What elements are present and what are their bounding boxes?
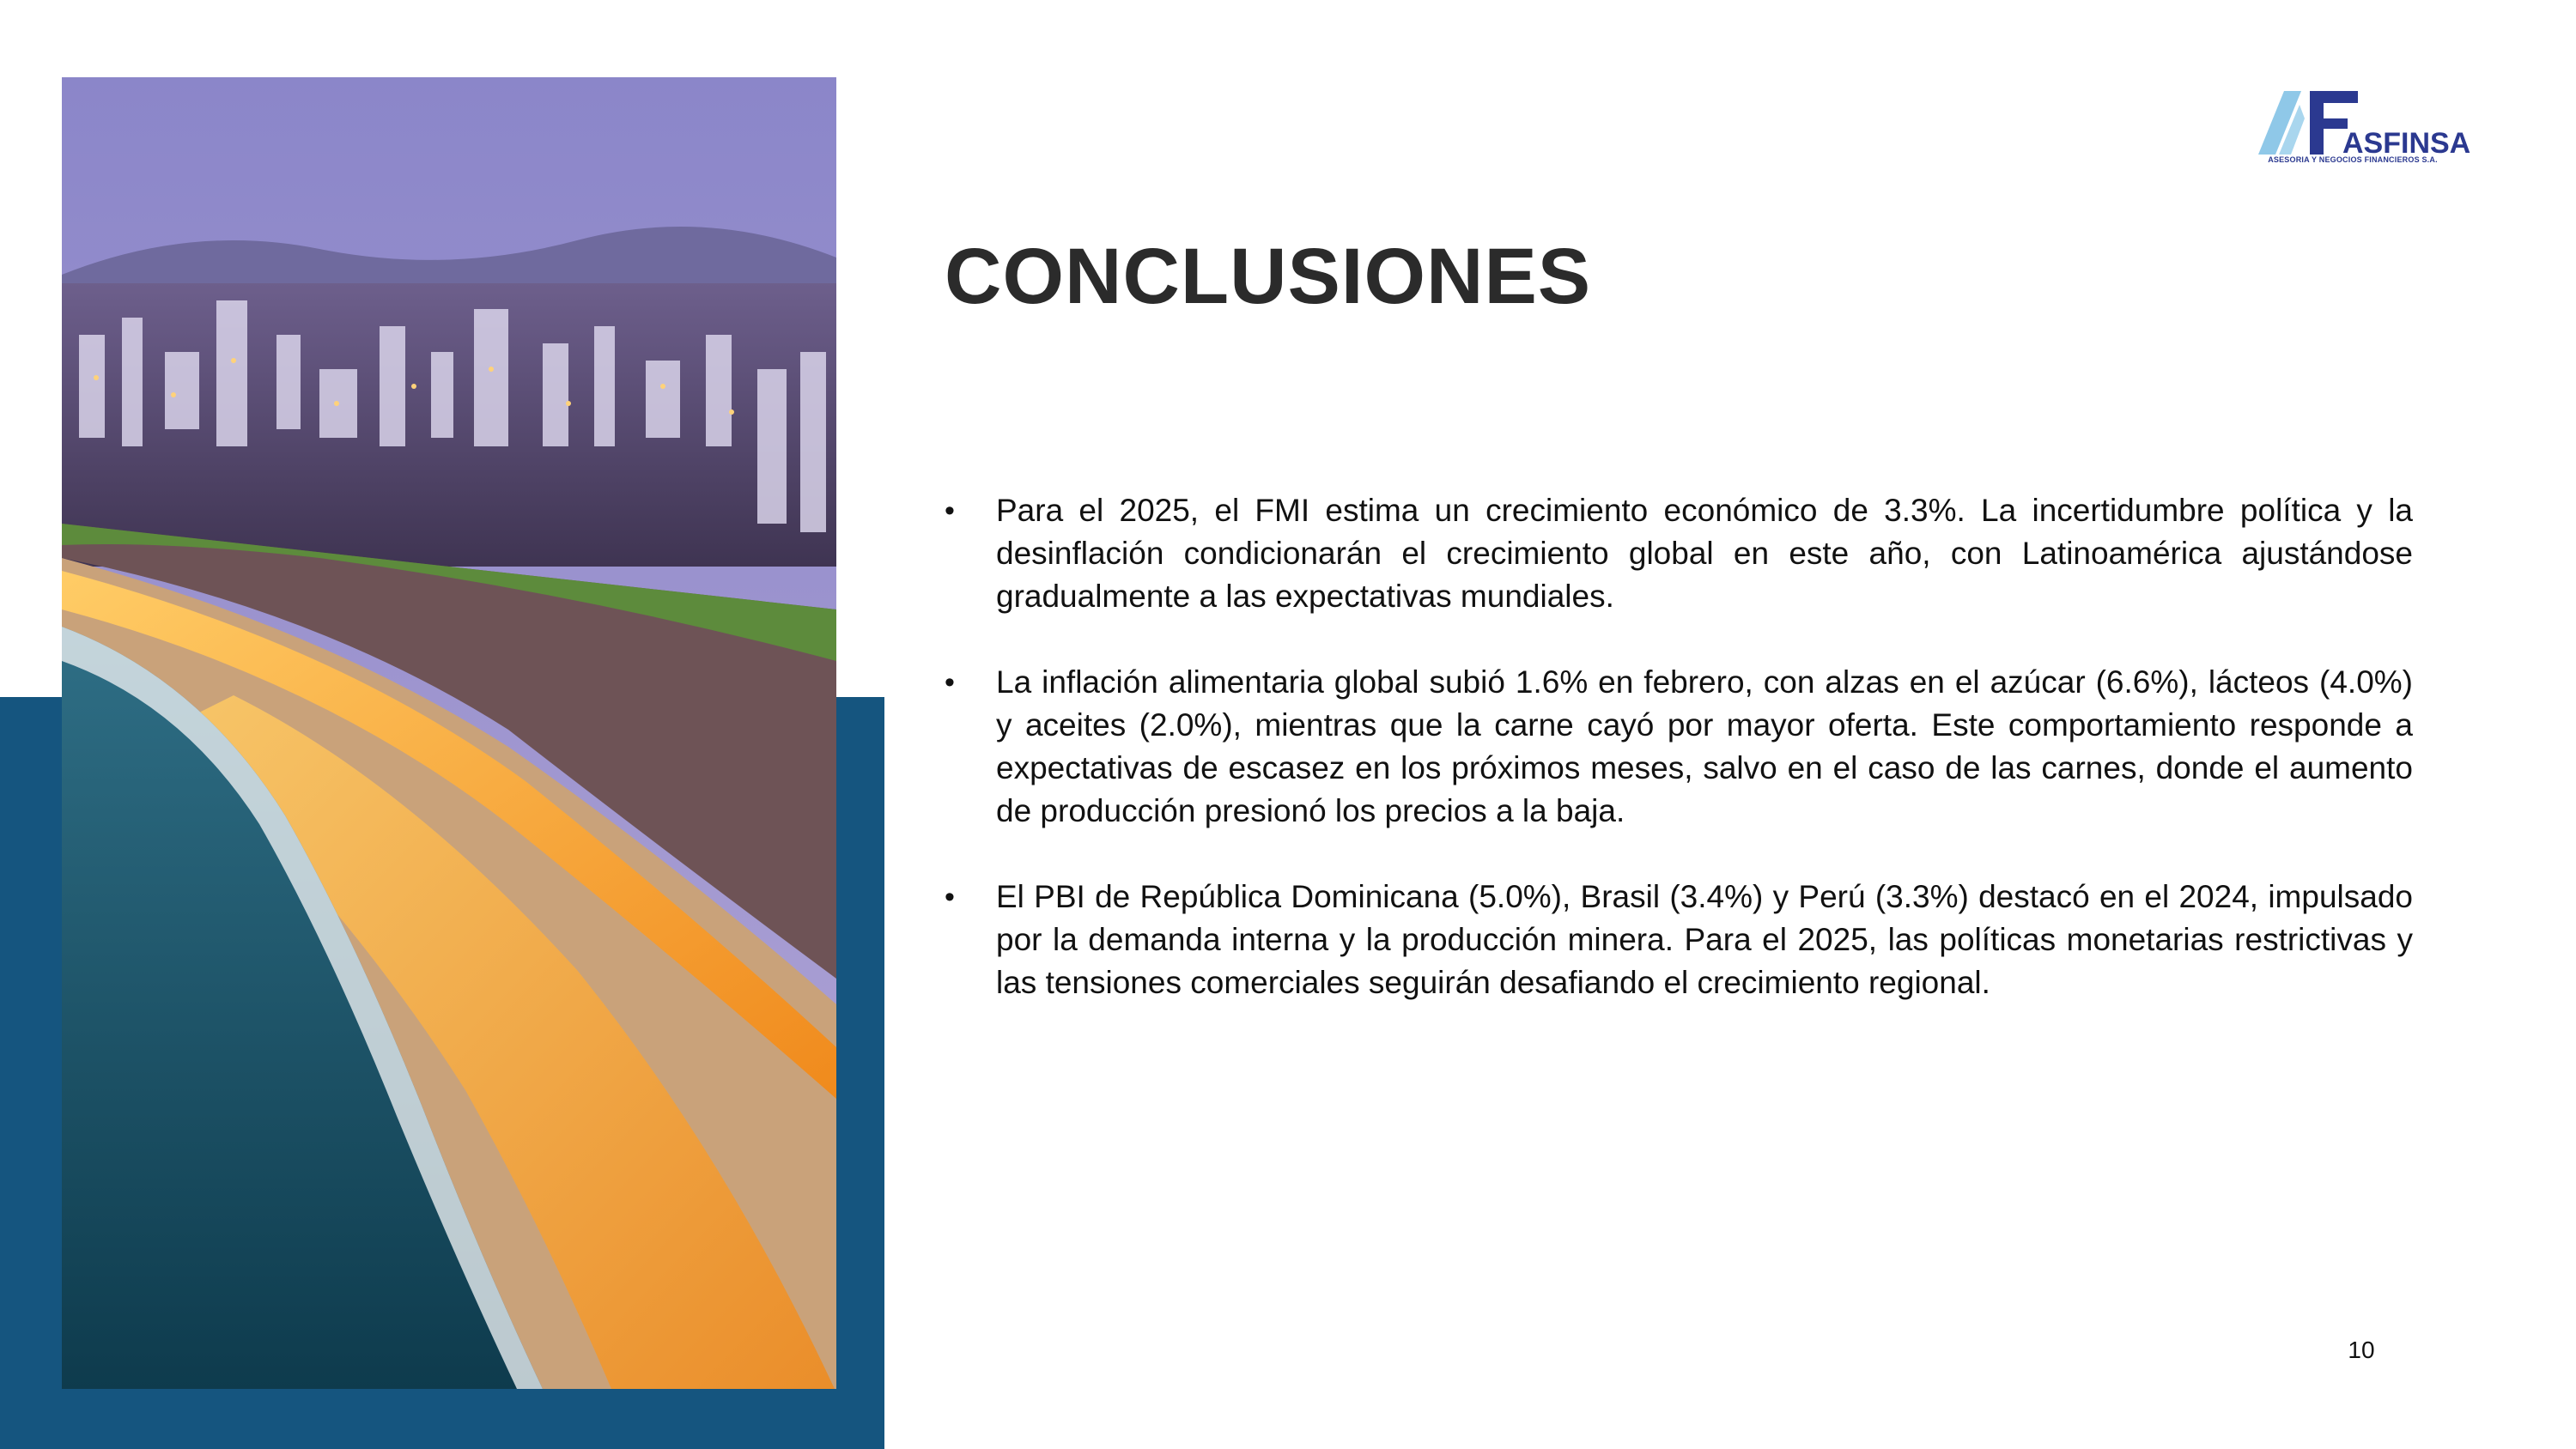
list-item: [945, 876, 2413, 1004]
list-item: [945, 661, 2413, 833]
page-title: CONCLUSIONES: [945, 233, 1592, 320]
logo-brand-text: ASFINSA: [2342, 127, 2471, 160]
list-item: [945, 489, 2413, 618]
page-number: 10: [2348, 1337, 2375, 1363]
bullet-text: La inflación alimentaria global subió 1.6% en febrero, con alzas en el azúcar (6.6%), lácteos (4.0%) y aceites (2.0%), mientras que la carne cayó por mayor oferta. Este comportamiento responde a expectativas de escasez en los próximos meses, salvo en el caso de las carnes, donde el aumento de producción presionó los precios a la baja.: [996, 664, 2413, 828]
bullet-icon: •: [945, 666, 955, 699]
bullet-text: El PBI de República Dominicana (5.0%), Brasil (3.4%) y Perú (3.3%) destacó en el 2024, impulsado por la demanda interna y la producción minera. Para el 2025, las políticas monetarias restrictivas y las tensiones comerciales seguirán desafiando el crecimiento regional.: [996, 879, 2413, 1000]
city-coast-photo: [62, 77, 836, 1389]
bullet-icon: •: [945, 494, 955, 527]
bullet-text: Para el 2025, el FMI estima un crecimiento económico de 3.3%. La incertidumbre política y la desinflación condicionarán el crecimiento global en este año, con Latinoamérica ajustándose gradualmente a las expectativas mundiales.: [996, 493, 2413, 614]
logo-tagline: ASESORIA Y NEGOCIOS FINANCIEROS S.A.: [2268, 155, 2438, 164]
bullet-icon: •: [945, 881, 955, 913]
conclusions-list: [945, 489, 2413, 1047]
